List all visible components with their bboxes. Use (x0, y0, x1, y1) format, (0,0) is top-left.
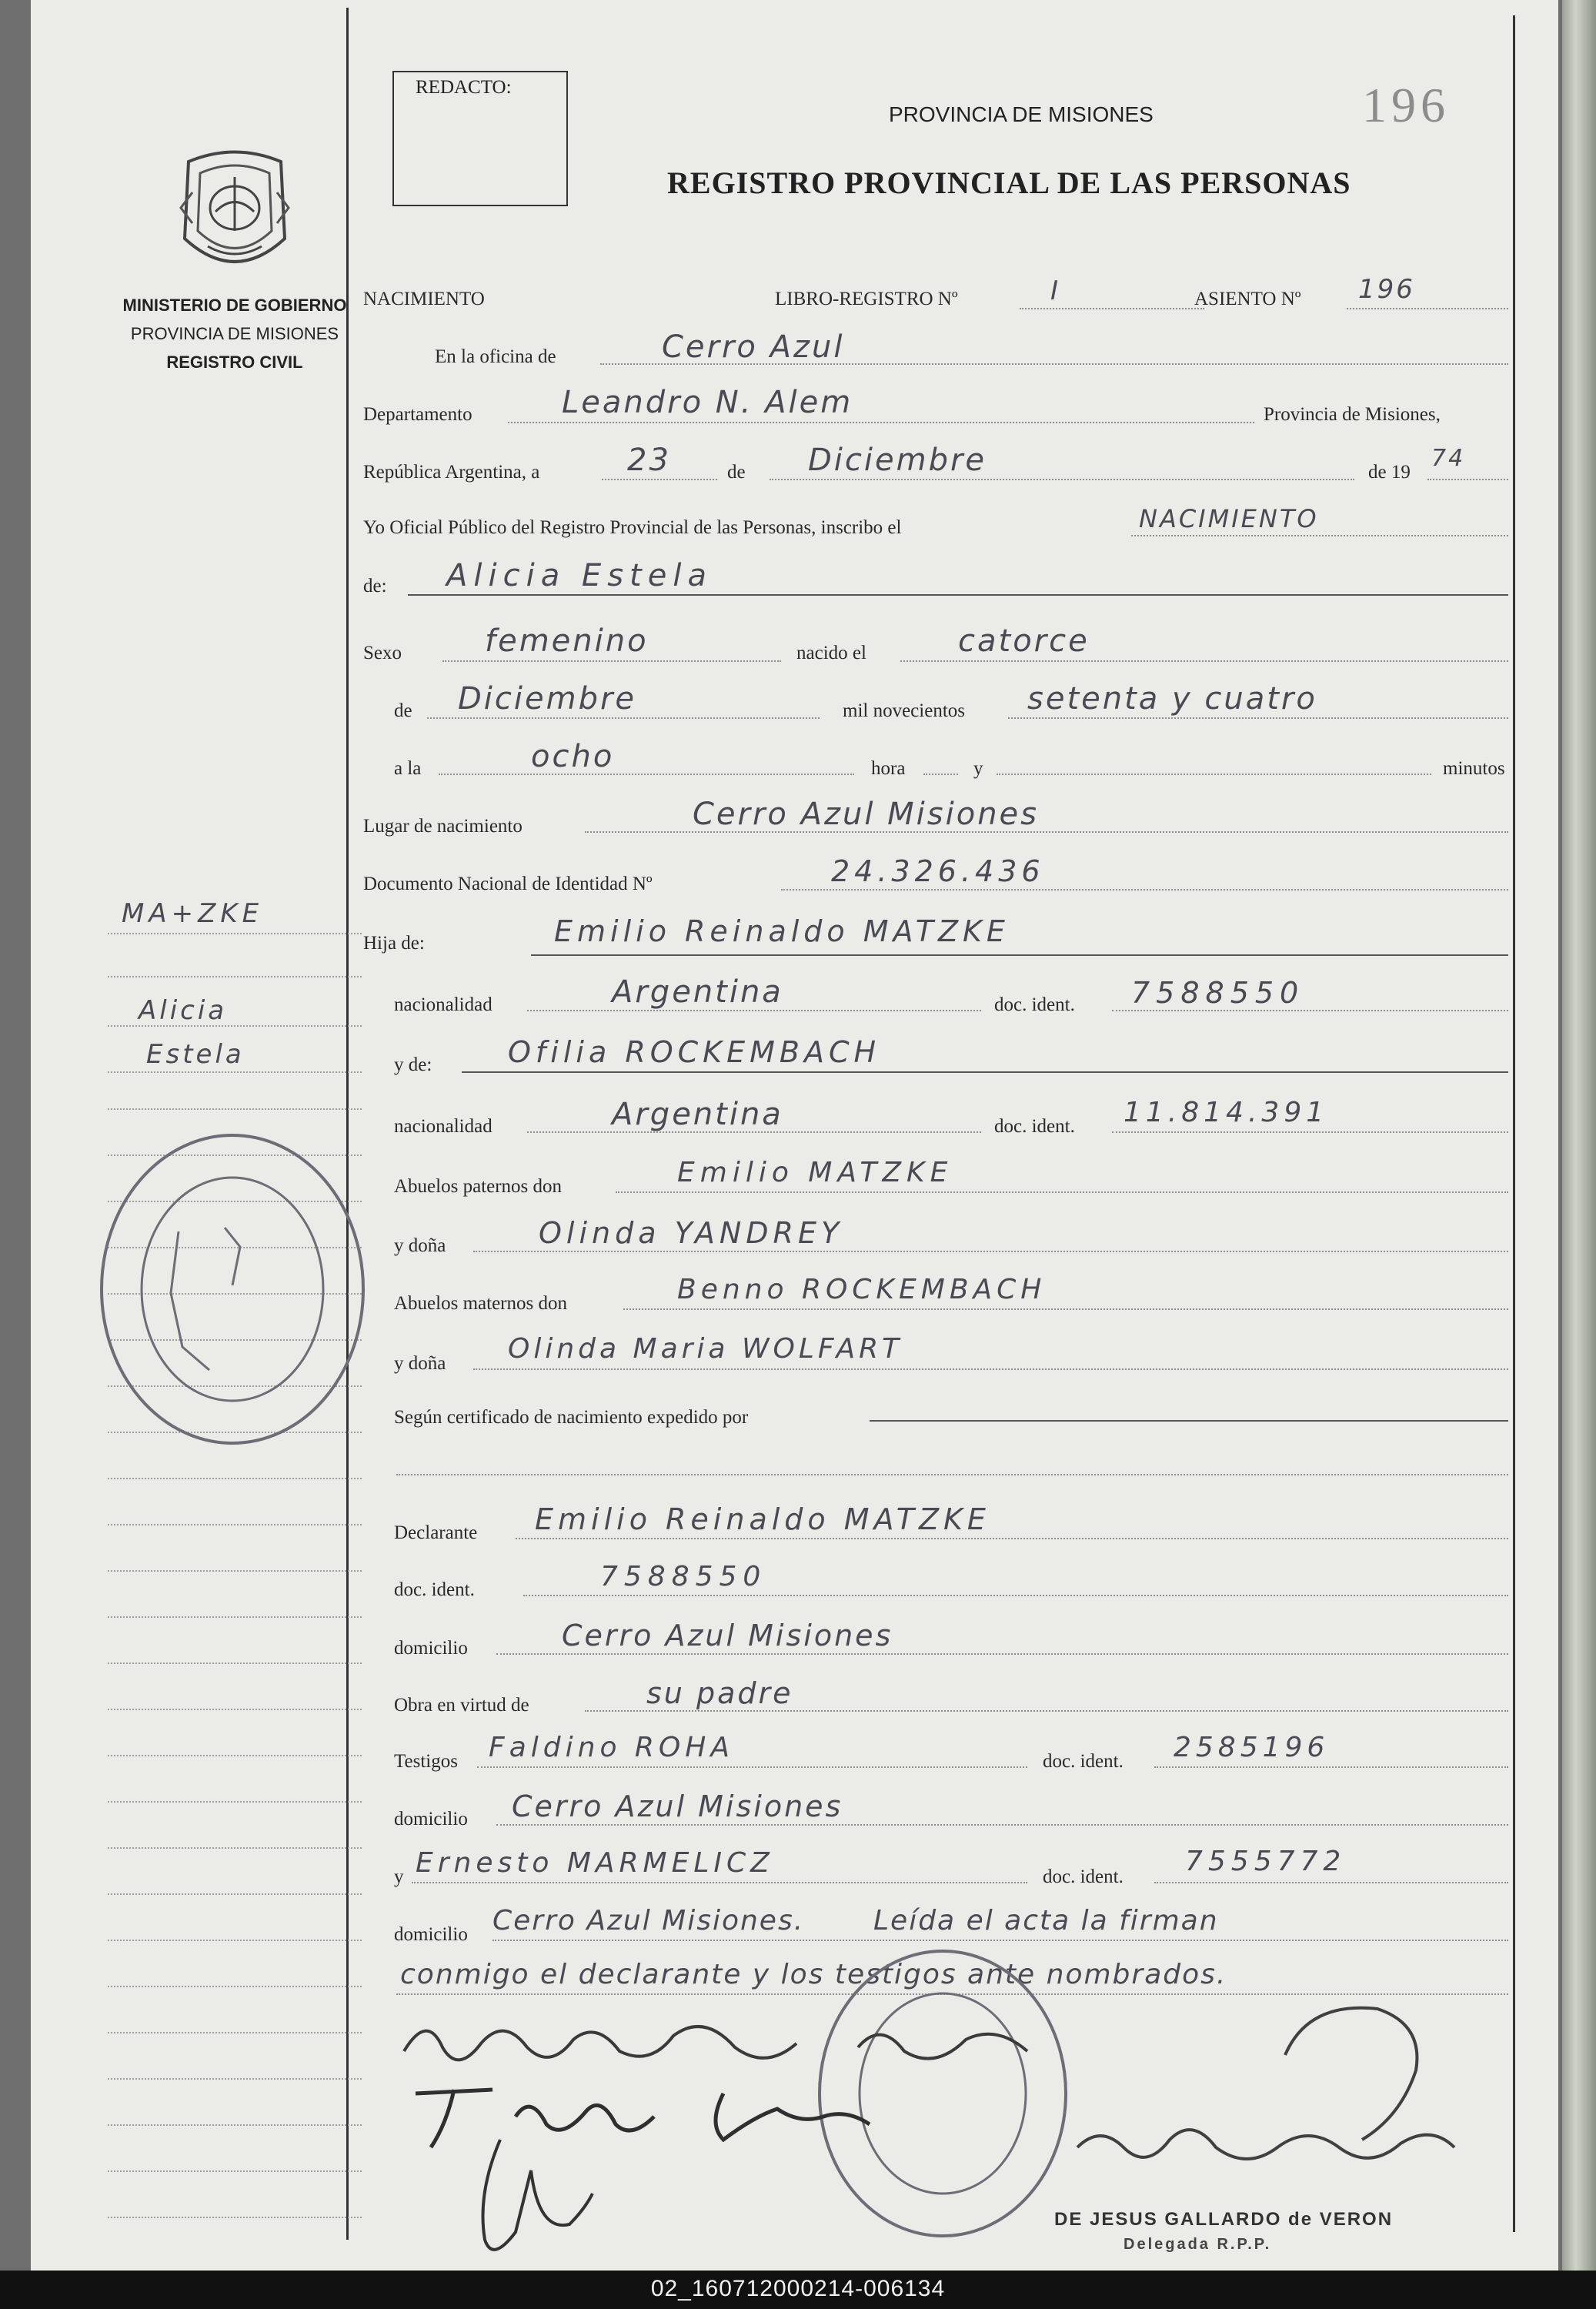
registry-stamp-left-icon (86, 1116, 379, 1455)
libro-label: LIBRO-REGISTRO Nº (775, 289, 958, 309)
de-label: de (727, 462, 746, 483)
margin-line (108, 2032, 362, 2033)
margin-line (108, 1940, 362, 1941)
sexo-value: femenino (485, 623, 649, 659)
margin-line (108, 976, 362, 977)
margin-line (108, 1025, 362, 1027)
month-line (770, 479, 1354, 480)
nacido-mes-value: Diciembre (458, 681, 637, 717)
margin-line (108, 2078, 362, 2080)
ministry-block (100, 291, 369, 376)
provincia-label: Provincia de Misiones, (1264, 404, 1441, 425)
ministry-line2: PROVINCIA DE MISIONES (130, 324, 339, 343)
testigo1-dom-line (496, 1824, 1508, 1826)
margin-line (108, 1108, 362, 1110)
padre-line (531, 954, 1508, 956)
ministry-line1: MINISTERIO DE GOBIERNO (122, 296, 347, 315)
padre-doc-label: doc. ident. (994, 994, 1075, 1015)
redacto-box (392, 71, 568, 206)
declarante-doc-value: 7588550 (600, 1561, 767, 1592)
lugar-value: Cerro Azul Misiones (693, 797, 1040, 832)
province-header: PROVINCIA DE MISIONES (889, 102, 1154, 126)
testigo2-value: Ernesto MARMELICZ (416, 1847, 774, 1879)
margin-given2: Estela (146, 1039, 245, 1070)
padre-nac-label: nacionalidad (394, 994, 492, 1015)
dni-value: 24.326.436 (831, 854, 1045, 888)
de19-label: de 19 (1368, 462, 1411, 483)
margin-line (108, 1662, 362, 1664)
registry-title: REGISTRO PROVINCIAL DE LAS PERSONAS (667, 165, 1351, 200)
obra-line (585, 1710, 1508, 1712)
testigo2-dom-label: domicilio (394, 1924, 468, 1945)
margin-line (108, 1986, 362, 1987)
year-value: 74 (1431, 445, 1466, 472)
testigo2-doc-value: 7555772 (1185, 1846, 1347, 1877)
nacido-anio-value: setenta y cuatro (1027, 681, 1317, 717)
hora-value: ocho (531, 739, 615, 774)
register-page (31, 0, 1558, 2271)
margin-line (108, 1709, 362, 1710)
oficina-line (600, 363, 1508, 365)
y-testigo2-label: y (394, 1866, 404, 1887)
oficina-label: En la oficina de (435, 346, 556, 367)
acto-line (1131, 535, 1508, 536)
minutos-label: minutos (1443, 758, 1505, 779)
testigo2-doc-label: doc. ident. (1043, 1866, 1124, 1887)
testigo1-doc-value: 2585196 (1174, 1732, 1330, 1763)
obra-label: Obra en virtud de (394, 1695, 529, 1716)
y-dona-mat-label: y doña (394, 1353, 446, 1374)
sexo-label: Sexo (363, 643, 402, 663)
margin-line (108, 1755, 362, 1756)
declarante-doc-label: doc. ident. (394, 1579, 475, 1600)
libro-value: I (1050, 276, 1061, 306)
testigo1-doc-label: doc. ident. (1043, 1751, 1124, 1772)
y-de-label: y de: (394, 1054, 432, 1075)
minutos-line (997, 774, 1431, 775)
testigos-label: Testigos (394, 1751, 458, 1772)
testigo2-dom-value: Cerro Azul Misiones. (492, 1905, 805, 1936)
nacido-anio-line (1008, 717, 1508, 719)
de-mes-label: de (394, 700, 412, 721)
obra-value: su padre (646, 1676, 793, 1710)
declarante-dom-label: domicilio (394, 1638, 468, 1659)
right-frame-line (1513, 15, 1515, 2232)
acto-value: NACIMIENTO (1139, 504, 1319, 533)
oficina-value: Cerro Azul (662, 329, 845, 365)
madre-nac-label: nacionalidad (394, 1116, 492, 1137)
madre-line (462, 1071, 1508, 1073)
abuelo-pat-line (616, 1191, 1508, 1193)
declarante-value: Emilio Reinaldo MATZKE (535, 1502, 990, 1536)
declarante-dom-value: Cerro Azul Misiones (562, 1619, 893, 1652)
madre-nac-line (527, 1131, 981, 1133)
margin-line (108, 1616, 362, 1618)
redacto-label: REDACTO: (416, 77, 512, 98)
segun-line-2 (396, 1474, 1508, 1475)
hora-sep-line (923, 774, 958, 775)
sexo-line (442, 660, 781, 662)
abuelo-mat-line (623, 1308, 1508, 1310)
dni-label: Documento Nacional de Identidad Nº (363, 874, 653, 894)
margin-line (108, 2124, 362, 2126)
closing-line2: conmigo el declarante y los testigos ante nombrados. (400, 1959, 1227, 1990)
margin-line (108, 1524, 362, 1525)
abuela-pat-line (473, 1251, 1508, 1252)
testigo2-line (412, 1882, 1027, 1883)
closing-line1: Leída el acta la firman (873, 1905, 1219, 1936)
declarante-label: Declarante (394, 1522, 478, 1543)
hora-label: hora (871, 758, 906, 779)
abuelo-pat-value: Emilio MATZKE (677, 1157, 953, 1188)
madre-doc-value: 11.814.391 (1124, 1097, 1329, 1128)
abuelo-mat-value: Benno ROCKEMBACH (677, 1274, 1047, 1305)
page-number: 196 (1362, 78, 1450, 132)
margin-line (108, 1478, 362, 1479)
declarante-dom-line (496, 1653, 1508, 1655)
yo-oficial-label: Yo Oficial Público del Registro Provincial de las Personas, inscribo el (363, 517, 902, 538)
de-colon-label: de: (363, 576, 387, 596)
footer-id: 02_160712000214-006134 (650, 2276, 946, 2301)
declarante-doc-line (523, 1595, 1508, 1596)
margin-line (108, 1570, 362, 1572)
republica-label: República Argentina, a (363, 462, 540, 483)
margin-line (108, 2217, 362, 2218)
segun-label: Según certificado de nacimiento expedido por (394, 1407, 749, 1428)
a-la-label: a la (394, 758, 422, 779)
margin-line (108, 1071, 362, 1073)
dni-line (781, 889, 1508, 891)
libro-line (1020, 308, 1204, 309)
padre-doc-line (1112, 1010, 1508, 1011)
day-value: 23 (627, 443, 671, 478)
delegate-name: DE JESUS GALLARDO de VERON (1054, 2209, 1394, 2230)
y-dona-pat-label: y doña (394, 1235, 446, 1256)
mil-novecientos-label: mil novecientos (843, 700, 965, 721)
month-value: Diciembre (808, 443, 987, 478)
hija-de-label: Hija de: (363, 933, 425, 954)
margin-line (108, 1847, 362, 1849)
padre-doc-value: 7588550 (1131, 976, 1305, 1010)
nacido-dia-line (900, 660, 1508, 662)
testigo1-value: Faldino ROHA (489, 1732, 734, 1763)
madre-doc-line (1112, 1131, 1508, 1133)
asiento-line (1347, 308, 1508, 309)
madre-nac-value: Argentina (612, 1097, 783, 1132)
nacimiento-label: NACIMIENTO (363, 289, 485, 309)
margin-line (108, 1893, 362, 1895)
asiento-label: ASIENTO Nº (1194, 289, 1301, 309)
lugar-label: Lugar de nacimiento (363, 816, 523, 837)
declarante-line (516, 1538, 1508, 1539)
padre-value: Emilio Reinaldo MATZKE (554, 914, 1010, 948)
departamento-value: Leandro N. Alem (562, 385, 853, 420)
testigo2-doc-line (1154, 1882, 1508, 1883)
abuelos-maternos-label: Abuelos maternos don (394, 1293, 567, 1314)
day-line (602, 479, 717, 480)
testigo1-dom-value: Cerro Azul Misiones (512, 1789, 843, 1823)
abuela-pat-value: Olinda YANDREY (539, 1216, 844, 1250)
departamento-line (508, 422, 1254, 423)
nacido-mes-line (427, 717, 820, 719)
margin-surname: MA+ZKE (122, 898, 264, 929)
ministry-line3: REGISTRO CIVIL (166, 353, 303, 372)
testigo1-line (477, 1766, 1027, 1768)
padre-nac-value: Argentina (612, 974, 783, 1010)
lugar-line (585, 831, 1508, 833)
padre-nac-line (527, 1010, 981, 1011)
testigo1-dom-label: domicilio (394, 1809, 468, 1829)
asiento-value: 196 (1358, 274, 1415, 305)
official-signature-icon (1054, 1993, 1477, 2201)
nacido-el-label: nacido el (796, 643, 866, 663)
margin-given1: Alicia (139, 995, 228, 1026)
segun-line (870, 1420, 1508, 1422)
margin-line (108, 1801, 362, 1803)
y-label: y (973, 758, 983, 779)
departamento-label: Departamento (363, 404, 472, 425)
madre-value: Ofilia ROCKEMBACH (508, 1035, 881, 1069)
hora-line (439, 774, 854, 775)
initials-signature-icon (431, 2124, 600, 2271)
child-name-value: Alicia Estela (446, 558, 713, 593)
provincial-seal-icon (173, 146, 296, 281)
nacido-dia-value: catorce (958, 623, 1090, 659)
binder-edge (1562, 0, 1596, 2271)
testigo1-doc-line (1154, 1766, 1508, 1768)
child-name-line (408, 594, 1508, 596)
madre-doc-label: doc. ident. (994, 1116, 1075, 1137)
margin-line (108, 933, 362, 934)
abuela-mat-value: Olinda Maria WOLFART (508, 1333, 903, 1365)
margin-line (108, 2170, 362, 2172)
year-line (1427, 479, 1508, 480)
delegate-title: Delegada R.P.P. (1124, 2236, 1272, 2253)
abuela-mat-line (473, 1368, 1508, 1370)
abuelos-paternos-label: Abuelos paternos don (394, 1176, 563, 1197)
